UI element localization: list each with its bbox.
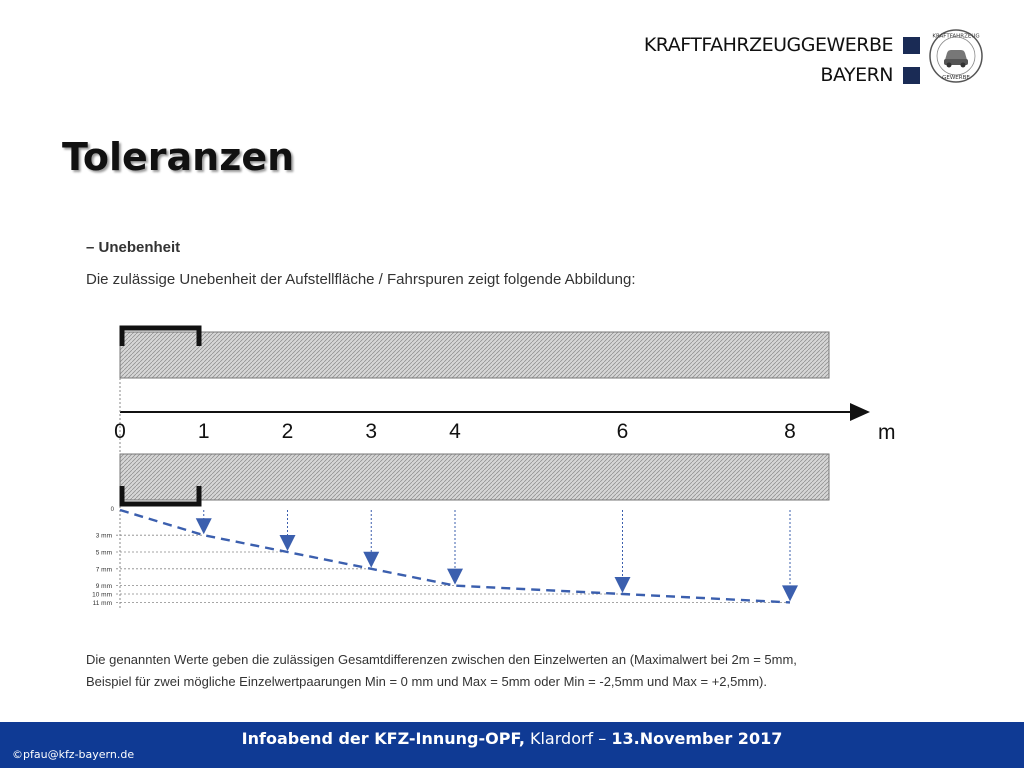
logo-top-text: KRAFTFAHRZEUG xyxy=(932,33,980,40)
note-line-1: Die genannten Werte geben die zulässigen Gesamtdifferenzen zwischen den Einzelwerten an (Maximalwert bei 2m = 5mm, xyxy=(86,652,797,667)
brand-line-2 xyxy=(644,60,920,90)
brand-header xyxy=(644,30,920,90)
axis-unit: m xyxy=(878,421,896,444)
depth-labels xyxy=(92,533,112,607)
depth-marker-icon xyxy=(615,577,631,593)
axis-tick-label: 0 xyxy=(114,420,126,443)
note-line-2: Beispiel für zwei mögliche Einzelwertpaarungen Min = 0 mm und Max = 5mm oder Min = -2,5mm und Max = +2,5mm). xyxy=(86,674,767,689)
figure-heading: – Unebenheit xyxy=(86,239,181,256)
footer-bar xyxy=(0,722,1024,768)
brand-line-1 xyxy=(644,30,920,60)
footer-event xyxy=(0,729,1024,748)
depth-label: 11 mm xyxy=(92,599,112,607)
depth-marker-icon xyxy=(447,569,463,585)
logo-bottom-text: GEWERBE xyxy=(942,75,970,81)
depth-label: 10 mm xyxy=(92,591,112,599)
axis-tick-label: 2 xyxy=(281,420,294,443)
axis-ticks xyxy=(114,420,796,443)
lower-lane xyxy=(120,454,829,500)
footer-date: 13.November 2017 xyxy=(611,729,783,748)
depth-label: 9 mm xyxy=(95,583,112,591)
depth-marker-icon xyxy=(280,535,296,551)
depth-marker-icon xyxy=(196,518,212,534)
page-title: Toleranzen xyxy=(62,135,295,179)
upper-lane xyxy=(120,332,829,378)
axis-tick-label: 6 xyxy=(616,420,629,443)
brand-square-icon xyxy=(903,37,920,54)
brand-name: KRAFTFAHRZEUGGEWERBE xyxy=(643,34,893,56)
footer-location: Klardorf – xyxy=(524,729,612,748)
depth-zero-label: 0 xyxy=(110,507,114,513)
footer-event-name: Infoabend der KFZ-Innung-OPF, xyxy=(241,729,525,748)
depth-marker-icon xyxy=(782,585,798,601)
brand-region: BAYERN xyxy=(820,64,893,86)
axis-tick-label: 1 xyxy=(197,420,210,443)
depth-arrows xyxy=(196,510,798,601)
footer-copyright: ©pfau@kfz-bayern.de xyxy=(12,748,135,761)
depth-label: 5 mm xyxy=(95,549,112,557)
depth-marker-icon xyxy=(363,552,379,568)
kfz-logo xyxy=(928,28,984,84)
depth-label: 3 mm xyxy=(95,532,112,540)
axis-tick-label: 8 xyxy=(784,420,796,443)
figure-intro: Die zulässige Unebenheit der Aufstellfläche / Fahrspuren zeigt folgende Abbildung: xyxy=(86,271,636,288)
axis-tick-label: 3 xyxy=(365,420,378,443)
unevenness-figure xyxy=(80,230,960,690)
depth-label: 7 mm xyxy=(95,566,112,574)
brand-square-icon xyxy=(903,67,920,84)
axis-arrow-icon xyxy=(850,403,870,421)
axis-tick-label: 4 xyxy=(449,420,461,443)
